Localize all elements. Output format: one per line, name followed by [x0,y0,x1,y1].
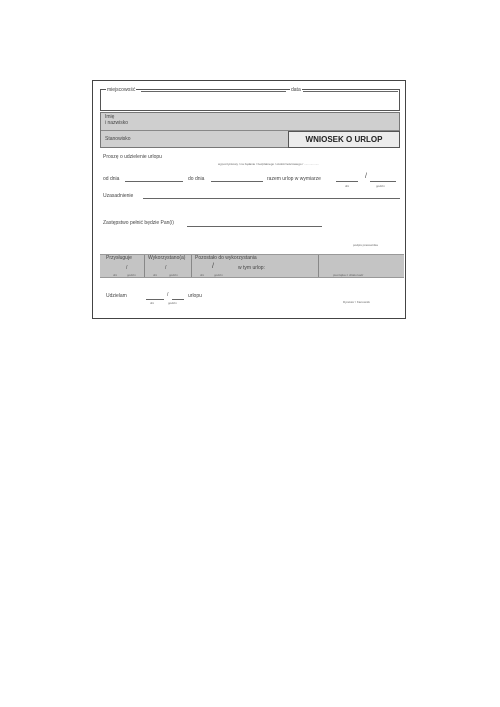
to-date-field[interactable] [211,181,263,182]
in-that-label: w tym urlop: [238,265,265,271]
band-separator [144,255,145,277]
from-date-field[interactable] [125,181,183,182]
granted-hours-field[interactable] [172,299,184,300]
date-label: data [291,87,301,93]
leave-type-hint: wypoczynkowy / na żądanie / bezpłatnego / okolicznościowego / .................. [218,162,320,166]
substitute-label: Zastępstwo pełnić będzie Pan(i) [103,220,174,226]
form-title: WNIOSEK O URLOP [288,131,400,148]
granted-days-sub: dni [150,301,155,305]
position-label: Stanowisko [105,136,131,142]
granted-suffix: urlopu [188,293,202,299]
to-label: do dnia [188,176,205,182]
remaining-slash: / [212,263,214,270]
entitled-label: Przysługuje [106,255,132,261]
place-field[interactable] [141,91,286,92]
place-label: miejscowość [107,87,136,93]
total-days-field[interactable] [336,181,358,182]
justification-label: Uzasadnienie [103,193,134,199]
employee-signature-label: podpis pracownika [353,243,378,247]
used-slash: / [165,265,167,271]
first-name-label: Imię [105,114,115,120]
total-days-sub: dni [345,184,350,188]
granted-label: Udzielam [106,293,127,299]
band-separator [191,255,192,277]
entitled-days-sub: dni [113,273,118,277]
total-slash: / [365,173,367,180]
entitled-hours-sub: godzin [127,273,136,277]
remaining-days-sub: dni [200,273,205,277]
hr-stamp-label: pieczątka z działu kadr [333,273,364,277]
manager-signature-label: Dyrektor / Kierownik [343,300,370,304]
used-label: Wykorzystano(a) [148,255,186,261]
total-hours-field[interactable] [370,181,396,182]
used-days-sub: dni [153,273,158,277]
remaining-hours-sub: godzin [214,273,223,277]
substitute-field[interactable] [187,226,322,227]
leave-request-form [92,80,406,319]
total-label: razem urlop w wymiarze [267,176,321,182]
total-hours-sub: godzin [376,184,385,188]
remaining-label: Pozostało do wykorzystania [195,255,257,261]
place-date-box [100,89,400,111]
granted-days-field[interactable] [146,299,164,300]
granted-slash: / [167,292,169,298]
date-field[interactable] [303,91,398,92]
name-field[interactable] [151,114,281,126]
request-text: Proszę o udzielenie urlopu [103,154,162,160]
last-name-label: i nazwisko [105,120,129,126]
from-label: od dnia [103,176,120,182]
justification-field[interactable] [143,198,400,199]
band-separator [318,255,319,277]
entitled-slash: / [126,265,128,271]
position-field[interactable] [151,132,281,144]
used-hours-sub: godzin [169,273,178,277]
granted-hours-sub: godzin [168,301,177,305]
